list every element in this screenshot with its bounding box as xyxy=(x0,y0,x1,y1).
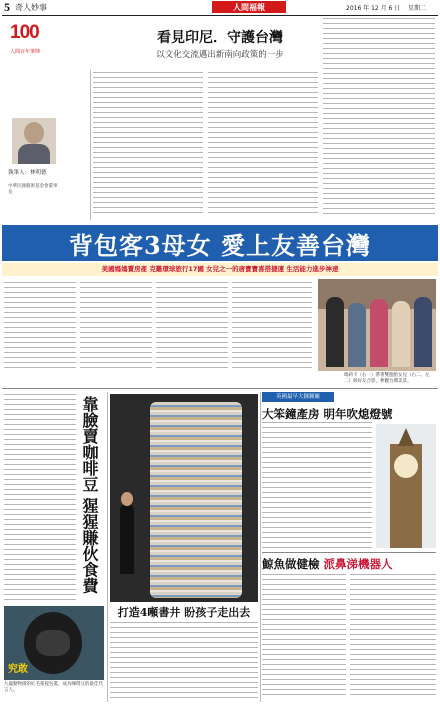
banner-photo-caption: 瑪莉卡（右一）帶著雙胞胎女兒（右二、左二）與好友合影，參觀台灣美景。 xyxy=(344,373,430,384)
whale-body-1 xyxy=(262,574,346,698)
banner-body-2 xyxy=(80,282,152,372)
column-body-3 xyxy=(323,18,435,218)
clock-headline: 大笨鐘產房 明年吹熄燈號 xyxy=(262,407,393,421)
book-tower-photo xyxy=(110,394,258,602)
coffee-headline-text: 靠臉賣咖啡豆 猩猩賺伙食費 xyxy=(80,396,99,594)
clock-kicker: 英國最早大鐘鐘廠 xyxy=(262,392,334,402)
gorilla-photo xyxy=(4,606,104,680)
column-title: 看見印尼．守護台灣 xyxy=(157,30,283,46)
logo-number: 100 xyxy=(10,22,39,43)
big-ben-photo xyxy=(376,424,436,548)
brand-logo xyxy=(212,1,286,13)
header-rule xyxy=(2,15,438,16)
publish-weekday: 星期二 xyxy=(408,5,427,12)
whale-body-2 xyxy=(350,574,436,698)
whale-headline-b: 派鼻涕機器人 xyxy=(323,557,393,571)
gorilla-label: 究敢 xyxy=(8,664,28,675)
author-description: 中華民國藝術基金會董事長 xyxy=(8,184,58,195)
book-tower-body xyxy=(110,622,258,698)
banner-headline: 背包客3母女 愛上友善台灣 xyxy=(68,231,372,260)
banner-body-3 xyxy=(156,282,228,372)
section-name: 奇人妙事 xyxy=(15,3,47,12)
publish-date: 2016 年 12 月 6 日 xyxy=(346,5,401,12)
coffee-photo-caption: 九龍動物園的紅毛猩猩包裝，成為咖啡豆的最佳代言人。 xyxy=(4,682,103,693)
banner-body-1 xyxy=(4,282,76,372)
page-header xyxy=(2,0,438,16)
clock-body xyxy=(262,422,372,548)
book-tower-caption: 打造4噸書井 盼孩子走出去 xyxy=(117,606,251,619)
logo-caption: 人間百年筆陣 xyxy=(10,49,41,55)
author-label: 執筆人：林明德 xyxy=(8,170,47,176)
column-body-2 xyxy=(208,72,318,217)
author-photo xyxy=(12,118,56,164)
column-body-1 xyxy=(93,72,203,217)
coffee-body-1 xyxy=(4,394,76,602)
main-banner xyxy=(2,225,438,261)
column-subtitle: 以文化交流邁出新南向政策的一步 xyxy=(156,50,284,60)
whale-headline xyxy=(262,556,436,572)
banner-group-photo xyxy=(318,279,436,371)
brand-name: 人間福報 xyxy=(233,1,265,12)
banner-body-4 xyxy=(232,282,312,372)
whale-headline-a: 鯨魚做健檢 xyxy=(262,557,320,571)
page-number: 5 xyxy=(4,0,10,14)
column-logo xyxy=(8,22,64,60)
banner-subhead: 美國媽媽賣房產 克難環球旅行17國 女兒之一的唐寶寶喜搭捷運 生活能力進步神速 xyxy=(2,263,438,276)
